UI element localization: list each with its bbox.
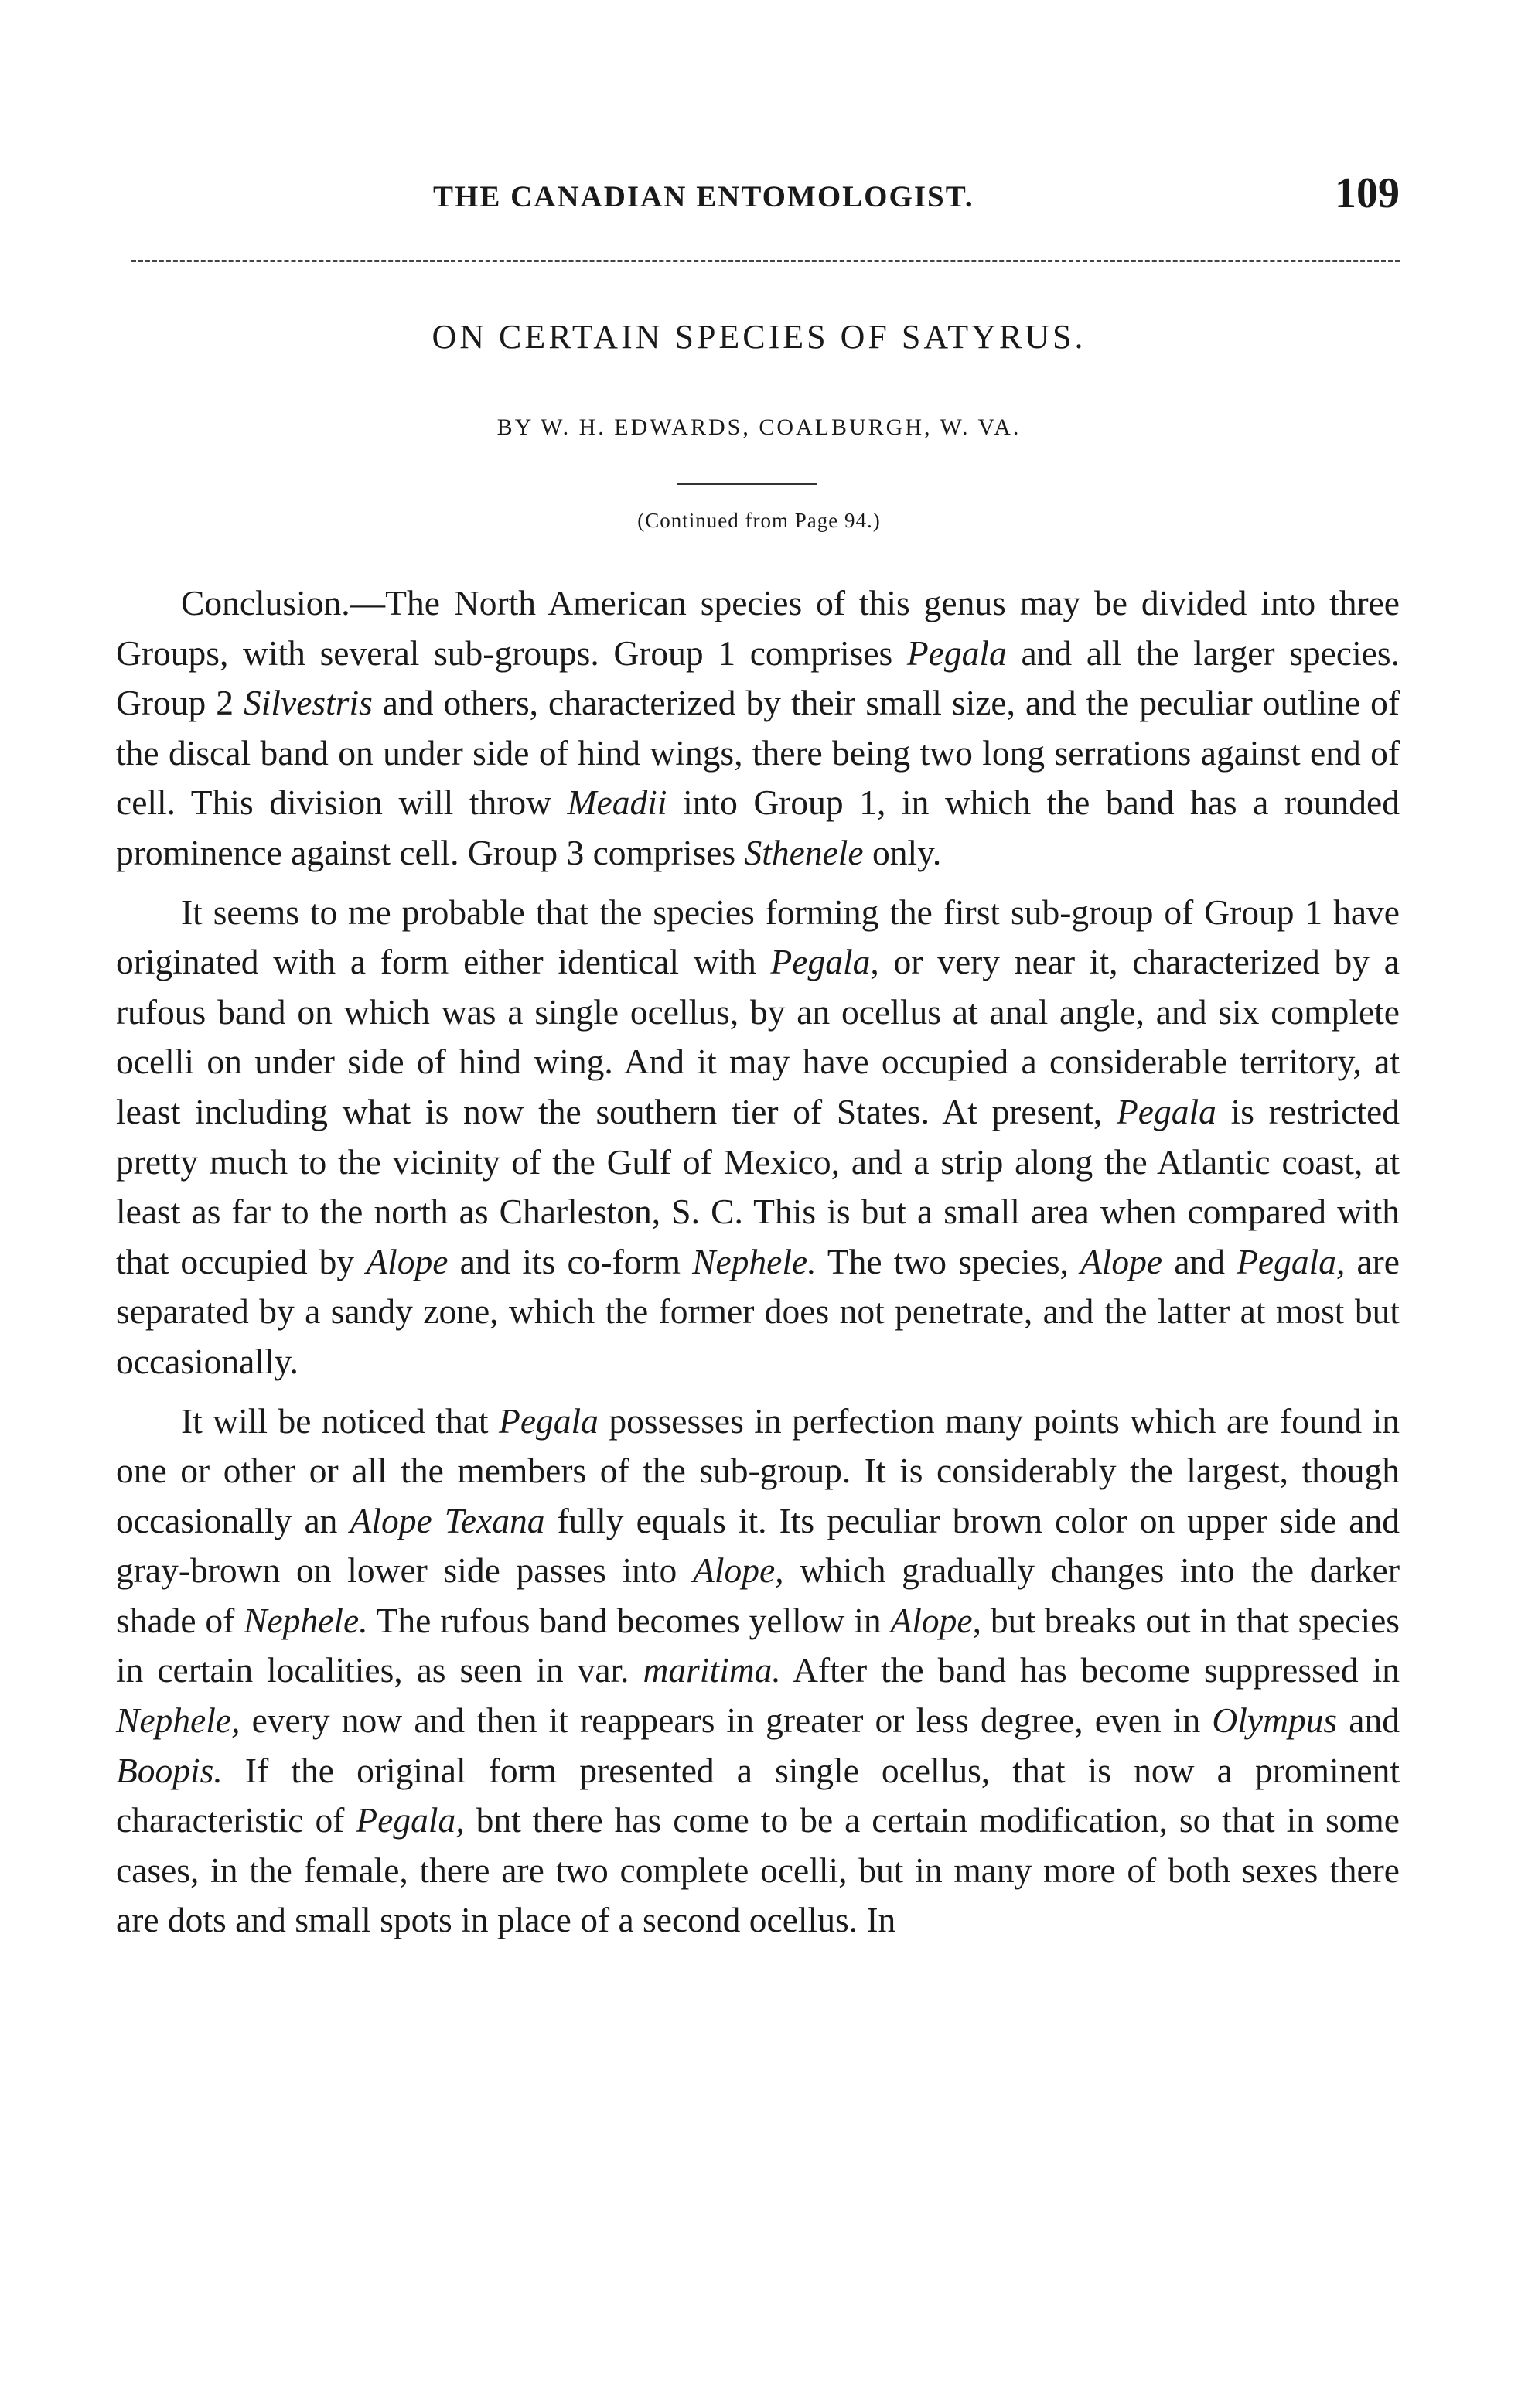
italic-term: Alope bbox=[1080, 1241, 1163, 1281]
text-run: and others, characterized by their small size, and the peculiar outline of the discal band on under side of hind wings, there being two long serrations against end of cell. This division will throw bbox=[116, 683, 1400, 823]
italic-term: Pegala bbox=[499, 1400, 599, 1441]
text-run: and all the larger species. Group 2 bbox=[116, 633, 1400, 723]
text-run: The rufous band becomes yellow in bbox=[367, 1600, 891, 1640]
italic-term: Sthenele bbox=[744, 832, 864, 872]
text-run: The two species, bbox=[816, 1241, 1080, 1281]
text-run: If the original form presented a single ocellus, that is now a prominent characteristic of bbox=[116, 1750, 1400, 1840]
text-run: and its co-form bbox=[448, 1241, 693, 1281]
text-run: are separated by a sandy zone, which the former does not penetrate, and the latter at most but occasionally. bbox=[116, 1241, 1400, 1381]
header-rule bbox=[131, 260, 1400, 262]
text-run: It seems to me probable that the species forming the first sub-group of Group 1 have originated with a form either identical with bbox=[116, 892, 1400, 982]
italic-term: Alope, bbox=[890, 1600, 981, 1640]
italic-term: maritima. bbox=[643, 1650, 781, 1690]
text-run: and bbox=[1162, 1241, 1237, 1281]
text-run: After the band has become suppressed in bbox=[780, 1650, 1400, 1690]
italic-term: Pegala, bbox=[770, 942, 879, 982]
italic-term: Meadii bbox=[567, 783, 667, 823]
italic-term: Alope bbox=[366, 1241, 449, 1281]
text-run: or very near it, characterized by a rufous band on which was a single ocellus, by an ocellus at anal angle, and six complete ocelli on under side of hind wing. And it may have occupied a considerable territory, at least including what is now the southern tier of States. At present, bbox=[116, 942, 1400, 1131]
paragraph bbox=[116, 578, 1400, 878]
text-run: into Group 1, in which the band has a rounded prominence against cell. Group 3 comprises bbox=[116, 783, 1400, 872]
italic-term: Pegala, bbox=[1237, 1241, 1346, 1281]
italic-term: Pegala bbox=[906, 633, 1007, 673]
text-run: but breaks out in that species in certain localities, as seen in var. bbox=[116, 1600, 1400, 1690]
text-run: It will be noticed that bbox=[181, 1400, 500, 1441]
text-run: Conclusion.—The North American species of this genus may be divided into three Groups, with several sub-groups. Group 1 comprises bbox=[116, 583, 1400, 673]
italic-term: Silvestris bbox=[243, 683, 373, 723]
author-byline: BY W. H. EDWARDS, COALBURGH, W. VA. bbox=[496, 414, 1022, 440]
text-run: only. bbox=[863, 832, 942, 872]
continued-note: (Continued from Page 94.) bbox=[637, 509, 881, 532]
italic-term: Nephele, bbox=[116, 1700, 240, 1741]
italic-term: Pegala, bbox=[356, 1800, 465, 1840]
journal-running-title: THE CANADIAN ENTOMOLOGIST. bbox=[433, 180, 974, 213]
italic-term: Nephele. bbox=[244, 1600, 368, 1640]
paragraph bbox=[116, 888, 1400, 1387]
text-run: every now and then it reappears in greater or less degree, even in bbox=[240, 1700, 1213, 1741]
italic-term: Nephele. bbox=[692, 1241, 817, 1281]
title-rule bbox=[677, 483, 817, 485]
article-title: ON CERTAIN SPECIES OF SATYRUS. bbox=[432, 318, 1086, 356]
text-run: bnt there has come to be a certain modification, so that in some cases, in the female, there are two complete ocelli, but in many more of both sexes there are dots and small spots in place of a second ocellus. In bbox=[116, 1800, 1400, 1940]
italic-term: Alope, bbox=[693, 1550, 784, 1591]
italic-term: Pegala bbox=[1117, 1091, 1216, 1131]
italic-term: Boopis. bbox=[116, 1750, 223, 1790]
running-header bbox=[433, 169, 1400, 230]
text-run: and bbox=[1337, 1700, 1400, 1741]
paragraph bbox=[116, 1397, 1400, 1946]
text-run: possesses in perfection many points which are found in one or other or all the members of the sub-group. It is considerably the largest, though occasionally an bbox=[116, 1400, 1400, 1540]
text-run: which gradually changes into the darker shade of bbox=[116, 1550, 1400, 1640]
article-body bbox=[116, 578, 1400, 1946]
text-run: fully equals it. Its peculiar brown color on upper side and gray-brown on lower side passes into bbox=[116, 1500, 1400, 1591]
italic-term: Olympus bbox=[1212, 1700, 1338, 1741]
italic-term: Alope Texana bbox=[350, 1500, 545, 1540]
text-run: is restricted pretty much to the vicinity of the Gulf of Mexico, and a strip along the Atlantic coast, at least as far to the north as Charleston, S. C. This is but a small area when compared with that occupied by bbox=[116, 1091, 1400, 1281]
page-number: 109 bbox=[1335, 169, 1400, 217]
